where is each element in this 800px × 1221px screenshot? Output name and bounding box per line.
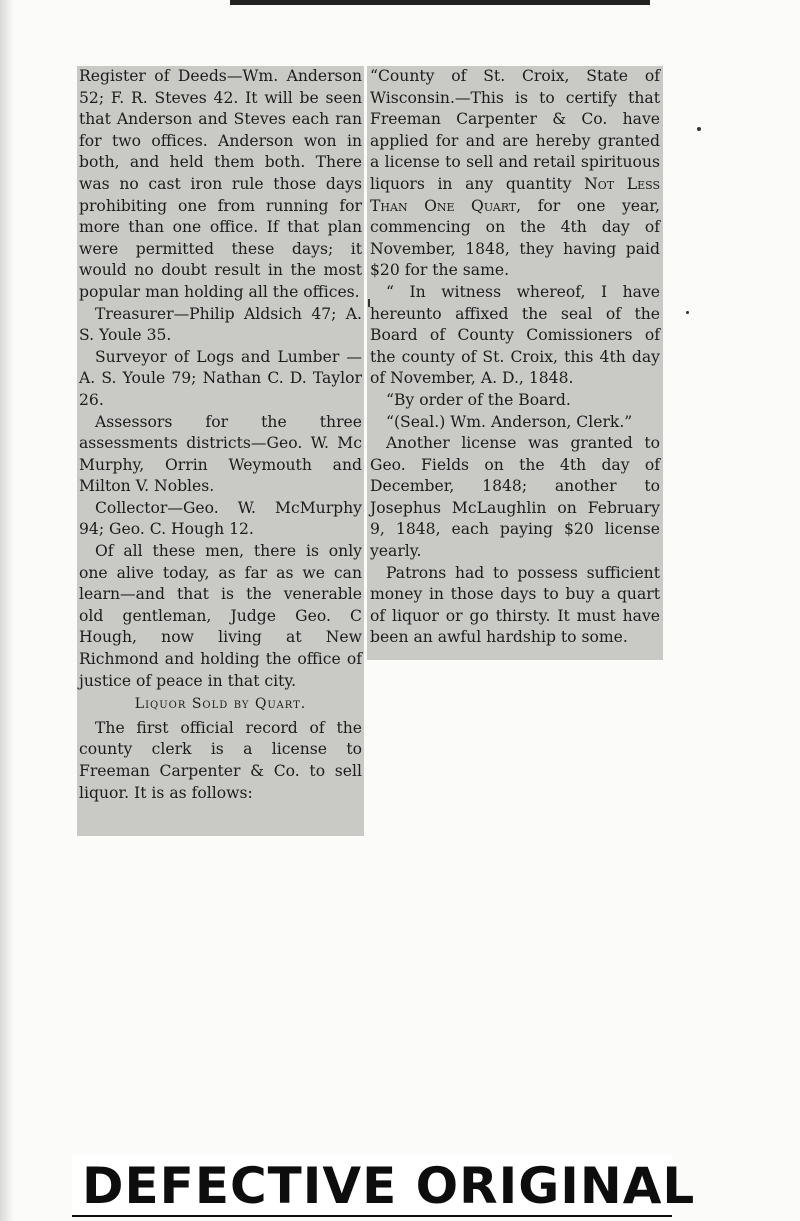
speck-mark [686,311,689,314]
license-text-end: , for one year, commencing on the 4th day of November, 1848, they having paid $20 for the same. [370,196,660,280]
paragraph-first-record: The first official record of the county clerk is a license to Freeman Carpenter & Co. to sell liquor. It is as follows: [79,718,362,802]
paragraph-by-order: “By order of the Board. [386,390,571,409]
subheading-liquor-sold: Liquor Sold by Quart. [134,696,307,713]
stamp-label: DEFECTIVE ORIGINAL [82,1157,696,1215]
stamp-bottom-rule [72,1215,672,1217]
paragraph-seal-clerk: “(Seal.) Wm. Anderson, Clerk.” [386,412,633,431]
paragraph-survivors: Of all these men, there is only one alive today, as far as we can learn—and that is the venerable old gentleman, Judge Geo. C Hough, now living at New Richmond and holding the office of justice of peace in that city. [79,542,362,690]
speck-mark [697,127,701,131]
paragraph-collector: Collector—Geo. W. McMurphy 94; Geo. C. Hough 12. [79,498,362,539]
paragraph-patrons: Patrons had to possess sufficient money in those days to buy a quart of liquor or go thirsty. It must have been an awful hardship to some. [370,563,660,647]
clipping-left-column [77,66,364,836]
speck-mark [368,299,370,307]
paragraph-assessors: Assessors for the three assessments districts—Geo. W. Mc Murphy, Orrin Weymouth and Milton V. Nobles. [79,412,362,496]
paragraph-another-license: Another license was granted to Geo. Fields on the 4th day of December, 1848; another to Josephus McLaughlin on February 9, 1848, each paying $20 license yearly. [370,434,660,561]
paragraph-license-text [370,66,660,282]
paragraph-surveyor: Surveyor of Logs and Lumber —A. S. Youle 79; Nathan C. D. Taylor 26. [79,347,362,409]
page-edge-shadow [0,0,14,1221]
paragraph-witness: “ In witness whereof, I have hereunto affixed the seal of the Board of County Comissioners of the county of St. Croix, this 4th day of November, A. D., 1848. [370,282,660,388]
paragraph-treasurer: Treasurer—Philip Aldsich 47; A. S. Youle 35. [79,304,362,345]
paragraph-register-of-deeds: Register of Deeds—Wm. Anderson 52; F. R. Steves 42. It will be seen that Anderson and Steves each ran for two offices. Anderson won in both, and held them both. There was no cast iron rule those days prohibiting one from running for more than one office. If that plan were permitted these days; it would no doubt result in the most popular man holding all the offices. [79,67,362,301]
license-quantity-caps: Not Less Than One Quart [370,174,660,215]
license-text-start: “County of St. Croix, State of Wisconsin.—This is to certify that Freeman Carpenter & Co. have applied for and are hereby granted a license to sell and retail spirituous liquors in any quantity [370,67,660,193]
defective-original-stamp [72,1155,696,1217]
top-crop-line [230,0,650,5]
clipping-right-column [367,66,663,660]
